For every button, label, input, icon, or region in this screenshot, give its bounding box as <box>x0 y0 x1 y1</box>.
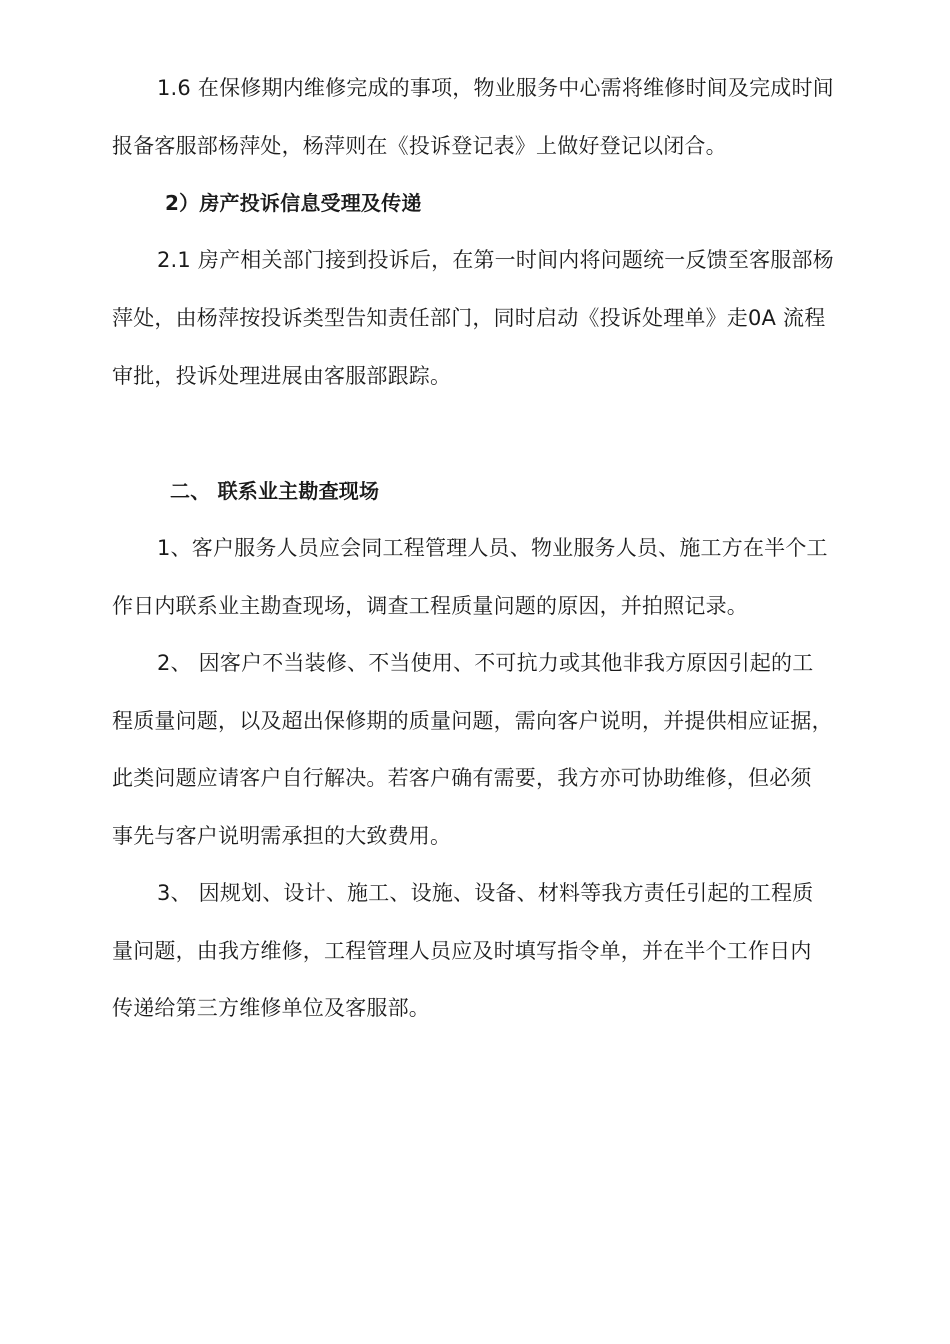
item-2-line-4: 事先与客户说明需承担的大致费用。 <box>112 824 452 848</box>
paragraph-2-1-line-3: 审批，投诉处理进展由客服部跟踪。 <box>112 364 452 388</box>
item-2-line-3: 此类问题应请客户自行解决。若客户确有需要，我方亦可协助维修，但必须 <box>112 766 812 790</box>
item-3-line-1: 3、 因规划、设计、施工、设施、设备、材料等我方责任引起的工程质 <box>157 881 814 905</box>
paragraph-2-1-line-1: 2.1 房产相关部门接到投诉后，在第一时间内将问题统一反馈至客服部杨 <box>157 248 834 272</box>
item-3-line-2: 量问题，由我方维修，工程管理人员应及时填写指令单，并在半个工作日内 <box>112 939 812 963</box>
section-heading-2: 2）房产投诉信息受理及传递 <box>165 191 422 215</box>
item-2-line-1: 2、 因客户不当装修、不当使用、不可抗力或其他非我方原因引起的工 <box>157 651 814 675</box>
paragraph-1-6-line-1: 1.6 在保修期内维修完成的事项，物业服务中心需将维修时间及完成时间 <box>157 76 834 100</box>
paragraph-1-6-line-2: 报备客服部杨萍处，杨萍则在《投诉登记表》上做好登记以闭合。 <box>112 134 727 158</box>
item-1-line-2: 作日内联系业主勘查现场，调查工程质量问题的原因，并拍照记录。 <box>112 594 748 618</box>
item-2-line-2: 程质量问题，以及超出保修期的质量问题，需向客户说明，并提供相应证据， <box>112 709 833 733</box>
section-heading-contact-owner: 二、 联系业主勘查现场 <box>170 479 380 503</box>
paragraph-2-1-line-2: 萍处，由杨萍按投诉类型告知责任部门，同时启动《投诉处理单》走0A 流程 <box>112 306 826 330</box>
item-3-line-3: 传递给第三方维修单位及客服部。 <box>112 996 430 1020</box>
item-1-line-1: 1、客户服务人员应会同工程管理人员、物业服务人员、施工方在半个工 <box>157 536 828 560</box>
